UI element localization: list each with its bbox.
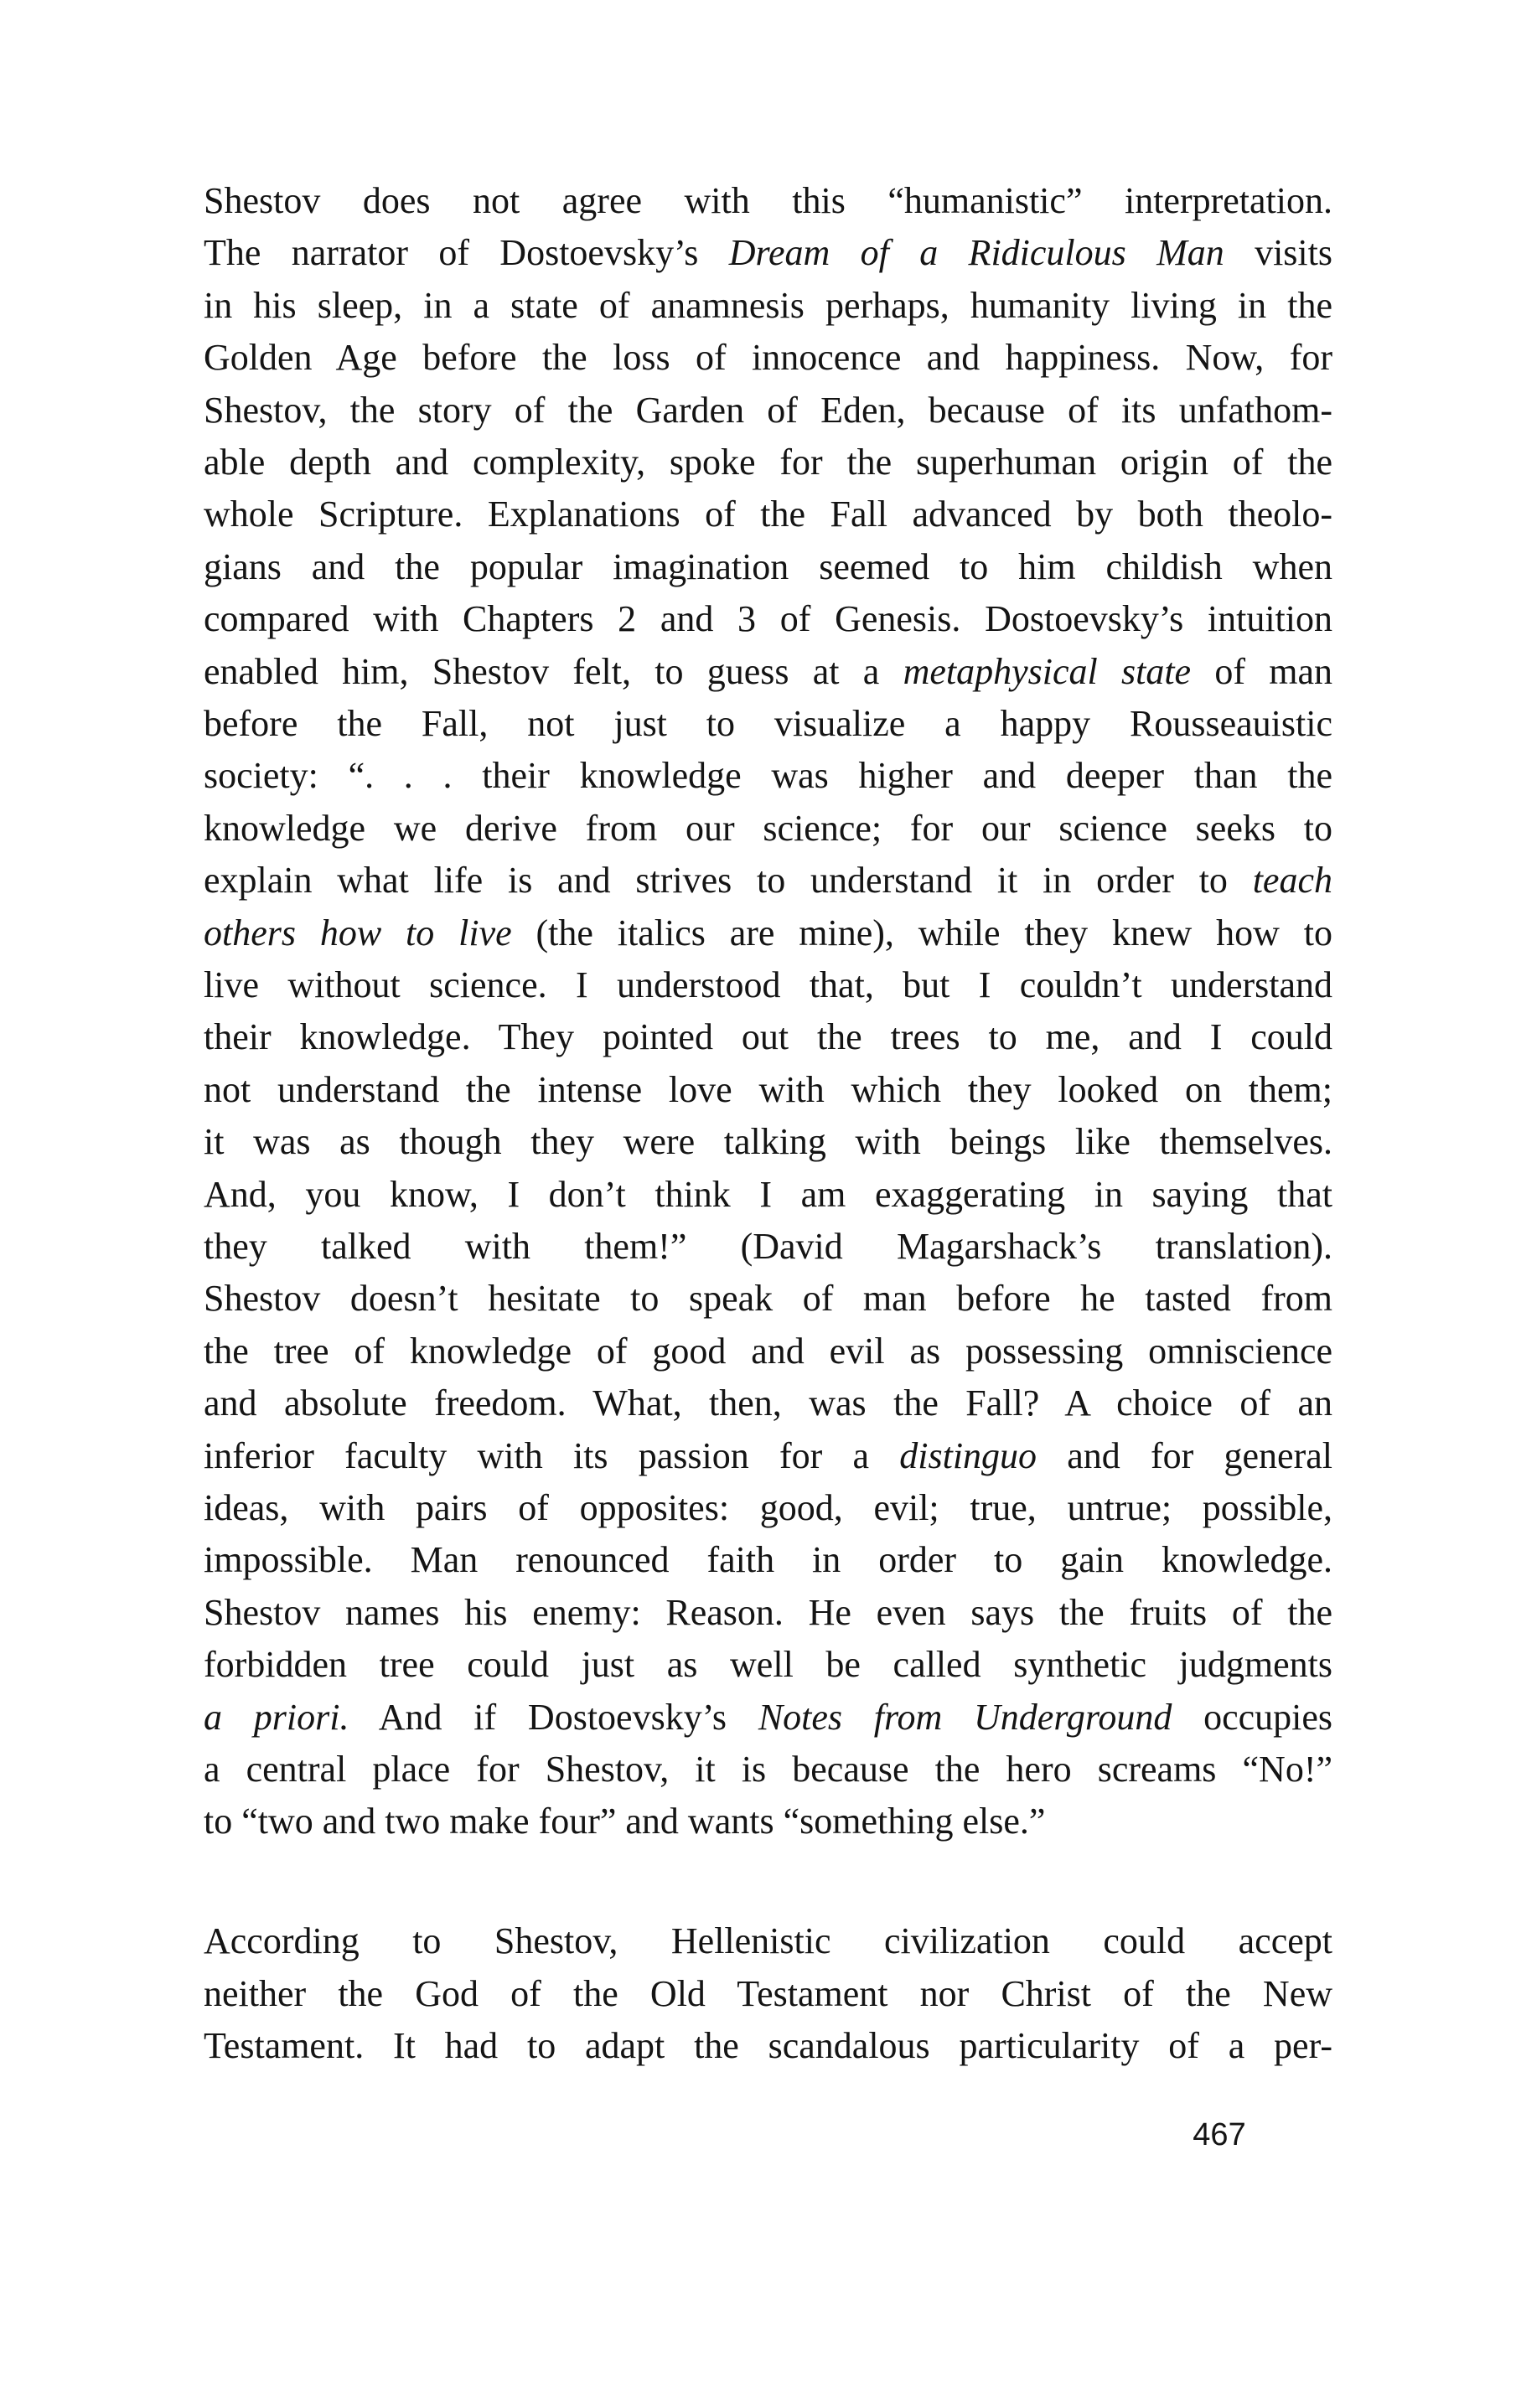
italic-text: Notes from Underground — [758, 1696, 1172, 1738]
italic-text: Dream of a Ridiculous Man — [728, 232, 1224, 274]
text-line — [204, 1587, 1332, 1639]
text-line — [204, 750, 1332, 802]
text-line — [204, 541, 1332, 593]
italic-text: metaphysical state — [903, 650, 1192, 692]
text-span: Golden Age before the loss of innocence and happiness. Now, for — [204, 337, 1332, 379]
text-span: they talked with them!” (David Magarshack’s translation). — [204, 1226, 1332, 1267]
text-span: Shestov, the story of the Garden of Eden, because of its unfathom- — [204, 389, 1332, 431]
text-span: society: “. . . their knowledge was higher and deeper than the — [204, 755, 1332, 797]
text-line — [204, 1744, 1332, 1796]
text-span: their knowledge. They pointed out the trees to me, and I could — [204, 1016, 1332, 1058]
text-line — [204, 1221, 1332, 1273]
text-span: of man — [1191, 650, 1332, 692]
text-span: enabled him, Shestov felt, to guess at a — [204, 650, 903, 692]
text-line — [204, 907, 1332, 959]
text-span: a central place for Shestov, it is because the hero screams “No!” — [204, 1749, 1332, 1790]
text-span: before the Fall, not just to visualize a happy Rousseauistic — [204, 703, 1332, 744]
text-line — [204, 1273, 1332, 1325]
text-span: compared with Chapters 2 and 3 of Genesis. Dostoevsky’s intuition — [204, 598, 1332, 640]
text-span: and absolute freedom. What, then, was the Fall? A choice of an — [204, 1382, 1332, 1424]
italic-text: others how to live — [204, 912, 512, 953]
text-line — [204, 385, 1332, 437]
text-span: live without science. I understood that, but I couldn’t understand — [204, 964, 1332, 1005]
text-line — [204, 332, 1332, 384]
page-number: 467 — [1193, 2117, 1246, 2152]
text-span: visits — [1224, 232, 1332, 274]
text-span: And, you know, I don’t think I am exaggerating in saying that — [204, 1173, 1332, 1215]
text-line — [204, 2020, 1332, 2072]
text-span: Testament. It had to adapt the scandalous particularity of a per- — [204, 2025, 1332, 2066]
text-span: explain what life is and strives to understand it in order to — [204, 860, 1253, 902]
text-span: Shestov does not agree with this “humanistic” interpretation. — [204, 180, 1332, 221]
text-line — [204, 1116, 1332, 1168]
text-line — [204, 280, 1332, 332]
text-span: Shestov doesn’t hesitate to speak of man before he tasted from — [204, 1278, 1332, 1320]
text-line — [204, 488, 1332, 540]
text-line — [204, 646, 1332, 698]
text-line — [204, 1482, 1332, 1534]
text-span: According to Shestov, Hellenistic civilization could accept — [204, 1920, 1332, 1961]
text-line — [204, 1534, 1332, 1586]
text-span: knowledge we derive from our science; for our science seeks to — [204, 807, 1332, 849]
text-span: And if Dostoevsky’s — [349, 1696, 758, 1738]
text-line — [204, 855, 1332, 907]
text-line — [204, 1169, 1332, 1221]
text-line — [204, 227, 1332, 279]
text-span: The narrator of Dostoevsky’s — [204, 232, 729, 274]
text-span: in his sleep, in a state of anamnesis perhaps, humanity living in the — [204, 284, 1332, 326]
text-line — [204, 175, 1332, 227]
text-span: not understand the intense love with which they looked on them; — [204, 1068, 1332, 1110]
italic-text: teach — [1252, 860, 1332, 902]
text-span: (the italics are mine), while they knew how to — [511, 912, 1332, 953]
text-line — [204, 1011, 1332, 1063]
text-span: forbidden tree could just as well be called synthetic judgments — [204, 1644, 1332, 1686]
text-span: inferior faculty with its passion for a — [204, 1434, 900, 1476]
text-line — [204, 437, 1332, 488]
text-span: able depth and complexity, spoke for the superhuman origin of the — [204, 442, 1332, 483]
text-line — [204, 1915, 1332, 1967]
text-line — [204, 593, 1332, 645]
text-line — [204, 1064, 1332, 1116]
text-span: and for general — [1037, 1434, 1332, 1476]
text-line — [204, 1968, 1332, 2020]
italic-text: distinguo — [899, 1434, 1037, 1476]
text-line — [204, 1325, 1332, 1377]
text-line — [204, 1796, 1332, 1847]
text-line — [204, 1639, 1332, 1691]
text-span: ideas, with pairs of opposites: good, evil; true, untrue; possible, — [204, 1487, 1332, 1528]
text-span: whole Scripture. Explanations of the Fall advanced by both theolo- — [204, 493, 1332, 535]
text-span: Shestov names his enemy: Reason. He even says the fruits of the — [204, 1591, 1332, 1633]
text-line — [204, 698, 1332, 750]
text-line — [204, 1377, 1332, 1429]
text-line — [204, 1692, 1332, 1744]
italic-text: a priori. — [204, 1696, 349, 1738]
text-span: impossible. Man renounced faith in order to gain knowledge. — [204, 1539, 1332, 1581]
text-span: to “two and two make four” and wants “something else.” — [204, 1801, 1046, 1842]
text-line — [204, 959, 1332, 1011]
text-span: occupies — [1172, 1696, 1332, 1738]
text-span: gians and the popular imagination seemed to him childish when — [204, 545, 1332, 587]
text-line — [204, 803, 1332, 855]
text-span: the tree of knowledge of good and evil as possessing omniscience — [204, 1330, 1332, 1372]
text-span: it was as though they were talking with beings like themselves. — [204, 1121, 1332, 1163]
text-line — [204, 1430, 1332, 1482]
text-span: neither the God of the Old Testament nor Christ of the New — [204, 1972, 1332, 2014]
